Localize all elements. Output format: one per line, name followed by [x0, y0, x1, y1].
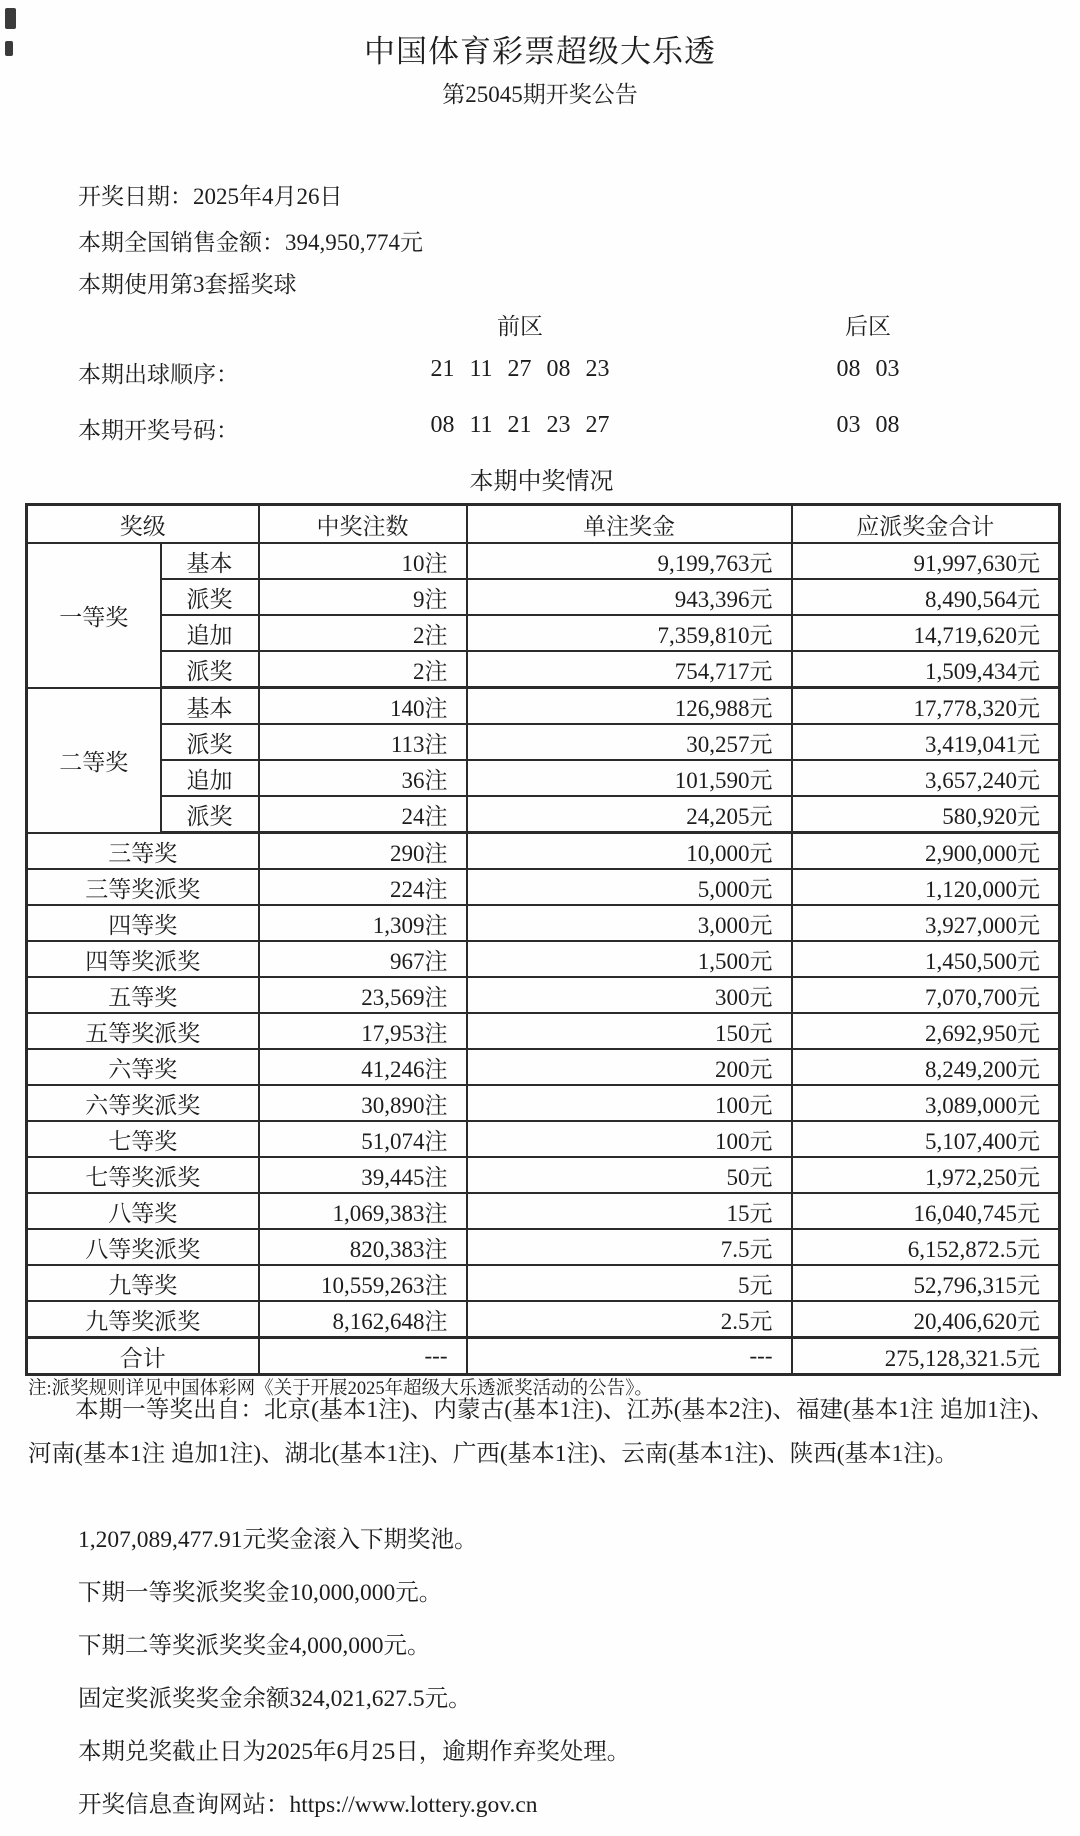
winning-count-cell: 2注	[259, 615, 467, 651]
total-prize-cell: 3,089,000元	[792, 1085, 1060, 1121]
prize-level-cell: 七等奖派奖	[27, 1157, 259, 1193]
total-prize-cell: 20,406,620元	[792, 1301, 1060, 1338]
total-prize-cell: 1,120,000元	[792, 869, 1060, 905]
prize-level-cell: 七等奖	[27, 1121, 259, 1157]
winning-count-cell: 1,309注	[259, 905, 467, 941]
prize-level-cell: 五等奖派奖	[27, 1013, 259, 1049]
table-row	[27, 796, 1060, 833]
fixed-prize-balance-paragraph: 固定奖派奖奖金余额324,021,627.5元。	[78, 1686, 472, 1712]
total-prize-cell: 1,450,500元	[792, 941, 1060, 977]
prize-subtype: 派奖	[161, 724, 259, 760]
prize-level-cell: 九等奖	[27, 1265, 259, 1301]
prize-section-title: 本期中奖情况	[469, 469, 614, 495]
winning-count-cell: 23,569注	[259, 977, 467, 1013]
single-prize-cell: 5,000元	[467, 869, 792, 905]
winning-count-cell: 10,559,263注	[259, 1265, 467, 1301]
single-prize-cell: 24,205元	[467, 796, 792, 833]
single-prize-cell: ---	[467, 1338, 792, 1375]
winning-count-cell: 36注	[259, 760, 467, 796]
front-zone-label: 前区	[497, 314, 543, 339]
prize-subtype: 基本	[161, 543, 259, 579]
document-title: 中国体育彩票超级大乐透	[364, 34, 716, 69]
single-prize-cell: 10,000元	[467, 833, 792, 870]
total-prize-cell: 6,152,872.5元	[792, 1229, 1060, 1265]
winning-count-cell: 30,890注	[259, 1085, 467, 1121]
table-row	[27, 579, 1060, 615]
redeem-deadline-paragraph: 本期兑奖截止日为2025年6月25日，逾期作弃奖处理。	[78, 1739, 631, 1765]
single-prize-cell: 754,717元	[467, 651, 792, 688]
next-second-prize-paragraph: 下期二等奖派奖奖金4,000,000元。	[78, 1633, 431, 1659]
winning-count-cell: 290注	[259, 833, 467, 870]
single-prize-cell: 100元	[467, 1085, 792, 1121]
single-prize-cell: 30,257元	[467, 724, 792, 760]
table-row	[27, 869, 1060, 905]
single-prize-cell: 200元	[467, 1049, 792, 1085]
table-row	[27, 615, 1060, 651]
header-single-prize: 单注奖金	[467, 505, 792, 544]
prize-subtype: 派奖	[161, 579, 259, 615]
single-prize-cell: 7,359,810元	[467, 615, 792, 651]
draw-order-front-numbers: 21 11 27 08 23	[430, 356, 610, 382]
winning-count-cell: 113注	[259, 724, 467, 760]
table-row	[27, 941, 1060, 977]
header-winning-count: 中奖注数	[259, 505, 467, 544]
prize-subtype: 派奖	[161, 796, 259, 833]
prize-subtype: 基本	[161, 688, 259, 725]
total-prize-cell: 8,490,564元	[792, 579, 1060, 615]
winning-count-cell: 51,074注	[259, 1121, 467, 1157]
sales-amount-line: 本期全国销售金额：394,950,774元	[78, 230, 423, 255]
prize-level-cell: 三等奖	[27, 833, 259, 870]
total-prize-cell: 3,657,240元	[792, 760, 1060, 796]
winning-count-cell: 1,069,383注	[259, 1193, 467, 1229]
prize-level-cell: 九等奖派奖	[27, 1301, 259, 1338]
winning-count-cell: 224注	[259, 869, 467, 905]
prize-level-cell: 三等奖派奖	[27, 869, 259, 905]
single-prize-cell: 150元	[467, 1013, 792, 1049]
prize-level-group: 二等奖	[27, 688, 161, 833]
winning-count-cell: 820,383注	[259, 1229, 467, 1265]
winning-count-cell: 41,246注	[259, 1049, 467, 1085]
winning-count-cell: 24注	[259, 796, 467, 833]
table-row	[27, 1157, 1060, 1193]
single-prize-cell: 9,199,763元	[467, 543, 792, 579]
table-row	[27, 1121, 1060, 1157]
table-row	[27, 1049, 1060, 1085]
next-first-prize-paragraph: 下期一等奖派奖奖金10,000,000元。	[78, 1580, 443, 1606]
total-prize-cell: 1,972,250元	[792, 1157, 1060, 1193]
prize-level-cell: 五等奖	[27, 977, 259, 1013]
back-zone-label: 后区	[845, 314, 891, 339]
table-row	[27, 651, 1060, 688]
winning-count-cell: 39,445注	[259, 1157, 467, 1193]
first-prize-origin-paragraph: 本期一等奖出自：北京(基本1注)、内蒙古(基本1注)、江苏(基本2注)、福建(基本1注 追加1注)、河南(基本1注 追加1注)、湖北(基本1注)、广西(基本1注)、云南(基本1注)、陕西(基本1注)。	[28, 1397, 1054, 1467]
total-prize-cell: 3,927,000元	[792, 905, 1060, 941]
table-row	[27, 905, 1060, 941]
prize-level-group: 一等奖	[27, 543, 161, 688]
single-prize-cell: 15元	[467, 1193, 792, 1229]
winning-count-cell: ---	[259, 1338, 467, 1375]
single-prize-cell: 300元	[467, 977, 792, 1013]
draw-order-row	[0, 356, 1080, 390]
single-prize-cell: 2.5元	[467, 1301, 792, 1338]
single-prize-cell: 126,988元	[467, 688, 792, 725]
prize-level-cell: 八等奖	[27, 1193, 259, 1229]
single-prize-cell: 5元	[467, 1265, 792, 1301]
header-total-prize: 应派奖金合计	[792, 505, 1060, 544]
total-prize-cell: 1,509,434元	[792, 651, 1060, 688]
winning-numbers-row	[0, 412, 1080, 446]
table-row	[27, 1013, 1060, 1049]
total-prize-cell: 16,040,745元	[792, 1193, 1060, 1229]
single-prize-cell: 50元	[467, 1157, 792, 1193]
total-prize-cell: 14,719,620元	[792, 615, 1060, 651]
winning-count-cell: 17,953注	[259, 1013, 467, 1049]
draw-order-label: 本期出球顺序：	[78, 362, 239, 387]
prize-level-cell: 六等奖派奖	[27, 1085, 259, 1121]
single-prize-cell: 101,590元	[467, 760, 792, 796]
winning-count-cell: 9注	[259, 579, 467, 615]
winning-count-cell: 2注	[259, 651, 467, 688]
ball-set-line: 本期使用第3套摇奖球	[78, 272, 297, 297]
table-row	[27, 1229, 1060, 1265]
single-prize-cell: 7.5元	[467, 1229, 792, 1265]
winning-count-cell: 140注	[259, 688, 467, 725]
single-prize-cell: 943,396元	[467, 579, 792, 615]
winning-numbers-label: 本期开奖号码：	[78, 418, 239, 443]
rollover-paragraph: 1,207,089,477.91元奖金滚入下期奖池。	[78, 1527, 478, 1553]
issue-subtitle: 第25045期开奖公告	[442, 82, 638, 107]
prize-level-cell: 八等奖派奖	[27, 1229, 259, 1265]
table-row	[27, 977, 1060, 1013]
total-prize-cell: 275,128,321.5元	[792, 1338, 1060, 1375]
total-prize-cell: 5,107,400元	[792, 1121, 1060, 1157]
single-prize-cell: 100元	[467, 1121, 792, 1157]
prize-subtype: 追加	[161, 760, 259, 796]
prize-subtype: 追加	[161, 615, 259, 651]
total-prize-cell: 2,900,000元	[792, 833, 1060, 870]
table-row	[27, 688, 1060, 725]
table-total-row	[27, 1338, 1060, 1375]
total-prize-cell: 7,070,700元	[792, 977, 1060, 1013]
draw-order-back-numbers: 08 03	[836, 356, 900, 382]
rules-note: 注:派奖规则详见中国体彩网《关于开展2025年超级大乐透派奖活动的公告》。	[28, 1379, 653, 1399]
table-row	[27, 543, 1060, 579]
total-prize-cell: 17,778,320元	[792, 688, 1060, 725]
table-row	[27, 724, 1060, 760]
table-row	[27, 760, 1060, 796]
website-paragraph: 开奖信息查询网站：https://www.lottery.gov.cn	[78, 1792, 538, 1818]
total-prize-cell: 8,249,200元	[792, 1049, 1060, 1085]
draw-date-line: 开奖日期：2025年4月26日	[78, 184, 343, 209]
prize-subtype: 派奖	[161, 651, 259, 688]
single-prize-cell: 1,500元	[467, 941, 792, 977]
total-label-cell: 合计	[27, 1338, 259, 1375]
table-row	[27, 1301, 1060, 1338]
winning-count-cell: 967注	[259, 941, 467, 977]
table-row	[27, 1085, 1060, 1121]
table-row	[27, 833, 1060, 870]
total-prize-cell: 2,692,950元	[792, 1013, 1060, 1049]
winning-count-cell: 10注	[259, 543, 467, 579]
winning-back-numbers: 03 08	[836, 412, 900, 438]
total-prize-cell: 91,997,630元	[792, 543, 1060, 579]
prize-level-cell: 四等奖	[27, 905, 259, 941]
winning-count-cell: 8,162,648注	[259, 1301, 467, 1338]
prize-level-cell: 四等奖派奖	[27, 941, 259, 977]
prize-level-cell: 六等奖	[27, 1049, 259, 1085]
total-prize-cell: 3,419,041元	[792, 724, 1060, 760]
table-row	[27, 1265, 1060, 1301]
total-prize-cell: 52,796,315元	[792, 1265, 1060, 1301]
table-header-row	[27, 505, 1060, 544]
total-prize-cell: 580,920元	[792, 796, 1060, 833]
single-prize-cell: 3,000元	[467, 905, 792, 941]
prize-table	[25, 503, 1061, 1376]
table-row	[27, 1193, 1060, 1229]
header-prize-level: 奖级	[27, 505, 259, 544]
winning-front-numbers: 08 11 21 23 27	[430, 412, 610, 438]
